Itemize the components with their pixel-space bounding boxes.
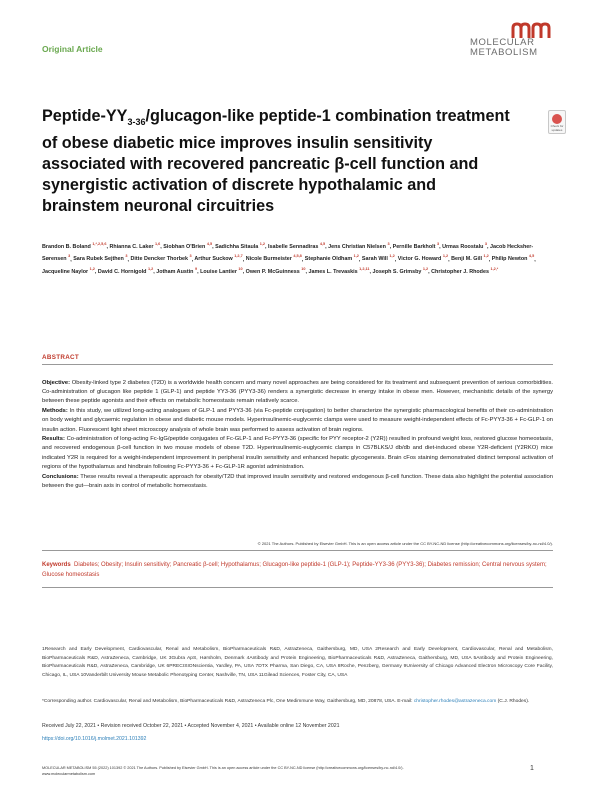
author-affiliation-marker: 1,*,2,5,6 xyxy=(92,242,107,246)
footer-website: www.molecularmetabolism.com xyxy=(42,771,96,776)
author-name: Sadichha Sitaula $^{1,2}$ xyxy=(215,242,266,250)
author-name: Siobhan O'Brien $^{4,5}$ xyxy=(163,242,213,250)
page-number: 1 xyxy=(530,765,534,772)
abstract-methods: Methods: In this study, we utilized long-acting analogues of GLP-1 and PYY3-36 (via Fc-peptide conjugation) to better characterize the synergistic pharmacological benefits of their co-administration on body weight and glycaemic regulation in obese and diabetic mouse models. Hyperinsulinemic-euglycemic clamps were used to measure weight-independent effects of Fc-PYY3-36 + Fc-GLP-1 on insulin action. Fluorescent light sheet microscopy analysis of whole brain was performed to assess activation of brain regions. xyxy=(42,408,553,433)
author-name: Ditte Dencker Thorbek $^3$ xyxy=(130,254,192,263)
author-affiliation-marker: 1,6 xyxy=(155,242,161,246)
author-affiliation-marker: 10 xyxy=(238,267,243,271)
author-affiliation-marker: 9 xyxy=(194,267,198,271)
author-affiliation-marker: 1,2 xyxy=(259,242,266,246)
author-name: David C. Hornigold $^{1,2}$ xyxy=(97,267,154,275)
author-name: Nicole Burmeister $^{4,5,8}$ xyxy=(245,254,302,263)
article-title: Peptide-$YY_{3-36}/glucagon$-like peptide-1 combination treatment of obese diabetic mice improves insulin sensitivity associated with recovered pancreatic β-cell function and synergistic activation of discrete hypothalamic and brainstem neuronal circuitries xyxy=(42,107,510,216)
article-type-label: Original Article xyxy=(42,44,103,54)
author-affiliation-marker: 3 xyxy=(484,242,488,246)
check-updates-label: Check for updates xyxy=(550,124,564,132)
keywords: Keywords Diabetes; Obesity; Insulin sensitivity; Pancreatic β-cell; Hypothalamus; Glucagon-like peptide-1 (GLP-1); Peptide-YY3-36 (PYY3-36); Diabetes remission; Central nervous system; Glucose homeostasis xyxy=(42,562,547,578)
author-name: Sara Rubek Sejthen $^3$ xyxy=(73,254,128,263)
footer-citation: MOLECULAR METABOLISM 55 (2022) 101392 © 2021 The Authors. Published by Elsevier GmbH. This is an open access article under the CC BY-NC-ND license (http://creativecommons.org/licenses/by-nc-nd/4.0/). xyxy=(42,766,404,770)
author-affiliation-marker: 1,2 xyxy=(483,254,489,259)
divider xyxy=(42,550,553,551)
page-footer xyxy=(42,766,512,777)
author-affiliation-marker: 3 xyxy=(68,254,71,259)
doi-link[interactable]: https://doi.org/10.1016/j.molmet.2021.101392 xyxy=(42,736,147,742)
author-name: Jotham Austin $^9$ xyxy=(156,267,198,275)
journal-name-line1: MOLECULAR xyxy=(470,37,535,48)
author-name: Christopher J. Rhodes $^{1,2,*}$ xyxy=(431,267,499,275)
divider xyxy=(42,364,553,365)
author-name: Joseph S. Grimsby $^{1,2}$ xyxy=(372,267,429,275)
corresponding-author: *Corresponding author. Cardiovascular, Renal and Metabolism, BioPharmaceuticals R&D, AstraZeneca Plc, One Medimmune Way, Gaithersburg, MD, 20878, USA. E-mail: christopher.rhodes@astrazeneca.com (C.J. Rhodes). xyxy=(42,699,530,704)
author-affiliation-marker: 1,2 xyxy=(89,267,95,271)
author-name: Sarah Will $^{1,2}$ xyxy=(361,254,395,263)
author-name: Jacob Hecksher-Sørensen $^3$ xyxy=(42,243,534,263)
author-affiliation-marker: 1,2,11 xyxy=(359,267,370,271)
author-name: Pernille Barkholt $^3$ xyxy=(392,242,440,250)
author-list: Brandon B. Boland $^{1,*,2,5,6}$, Rhianna C. Laker $^{1,6}$, Siobhan O'Brien $^{4,5}$, Sadichha Sitaula $^{1,2}$, Isabelle Sennadiras $^{4,5}$, Jens Christian Nielsen $^3$, Pernille Barkholt $^3$, Urmas Roostalu $^3$, Jacob Hecksher-Sørensen $^3$, Sara Rubek Sejthen $^3$, Ditte Dencker Thorbek $^3$, Arthur Suckow $^{1,2,7}$, Nicole Burmeister $^{4,5,8}$, Stephanie Oldham $^{1,2}$, Sarah Will $^{1,2}$, Victor G. Howard $^{1,2}$, Benji M. Gill $^{1,2}$, Philip Newton $^{4,5}$, Jacqueline Naylor $^{1,2}$, David C. Hornigold $^{1,2}$, Jotham Austin $^9$, Louise Lantier $^{10}$, Owen P. McGuinness $^{10}$, James L. Trevaskis $^{1,2,11}$, Joseph S. Grimsby $^{1,2}$, Christopher J. Rhodes $^{1,2,*}$ xyxy=(42,242,536,275)
abstract-objective: Objective: Obesity-linked type 2 diabetes (T2D) is a worldwide health concern and many novel approaches are being considered for its treatment and subsequent prevention of serious comorbidities. Co-administration of glucagon like peptide 1 (GLP-1) and peptide YY3-36 (PYY3-36) renders a synergistic decrease in energy intake in obese men. However, mechanistic details of the synergy between these peptide agonists and their effects on metabolic homeostasis remain relatively scarce. xyxy=(42,380,553,405)
author-name: Rhianna C. Laker $^{1,6}$ xyxy=(109,242,161,250)
author-affiliation-marker: 1,2 xyxy=(422,267,429,271)
author-affiliation-marker: 1,2 xyxy=(147,267,154,271)
author-affiliation-marker: 3 xyxy=(387,242,390,246)
license-notice: © 2021 The Authors. Published by Elsevier GmbH. This is an open access article under the CC BY-NC-ND license (http://creativecommons.org/licenses/by-nc-nd/4.0/). xyxy=(257,541,553,546)
journal-name-line2: METABOLISM xyxy=(470,47,538,58)
author-affiliation-marker: 4,5 xyxy=(206,242,213,246)
author-name: Jens Christian Nielsen $^3$ xyxy=(328,242,390,250)
author-name: Philip Newton $^{4,5}$ xyxy=(491,254,535,263)
author-affiliation-marker: 3 xyxy=(436,242,440,246)
email-link[interactable]: christopher.rhodes@astrazeneca.com xyxy=(413,699,497,704)
author-name: Louise Lantier $^{10}$ xyxy=(200,267,243,275)
author-name: Owen P. McGuinness $^{10}$ xyxy=(245,267,306,275)
author-name: James L. Trevaskis $^{1,2,11}$ xyxy=(308,267,370,275)
author-name: Urmas Roostalu $^3$ xyxy=(442,242,488,250)
article-dates: Received July 22, 2021 • Revision received October 22, 2021 • Accepted November 4, 2021 • Available online 12 November 2021 xyxy=(42,723,340,729)
abstract-body xyxy=(42,379,553,491)
author-affiliation-marker: 1,2 xyxy=(389,254,395,259)
journal-logo-icon xyxy=(511,22,555,38)
abstract-heading: ABSTRACT xyxy=(42,354,80,361)
author-affiliation-marker: 3 xyxy=(125,254,128,259)
author-affiliation-marker: 1,2,* xyxy=(490,267,499,271)
author-affiliation-marker: 10 xyxy=(301,267,306,271)
author-affiliation-marker: 4,5 xyxy=(528,254,535,259)
author-affiliation-marker: 3 xyxy=(189,254,192,259)
author-affiliation-marker: 4,5 xyxy=(319,242,326,246)
author-affiliation-marker: 1,2 xyxy=(353,254,359,259)
abstract-conclusions: Conclusions: These results reveal a therapeutic approach for obesity/T2D that improved insulin sensitivity and restored endogenous β-cell function. These data also highlight the potential association between the gut—brain axis in control of metabolic homeostasis. xyxy=(42,473,553,489)
abstract-results: Results: Co-administration of long-acting Fc-IgG/peptide conjugates of Fc-GLP-1 and Fc-PYY3-36 (specific for PYY receptor-2 (Y2R)) resulted in profound weight loss, restored glucose homeostasis, and recovered endogenous β-cell function in two mouse models of obese T2D. Hyperinsulinemic-euglycemic clamps in C57BLKS/J db/db and diet-induced obese Y2R-deficient (Y2RKO) mice indicated Y2R is required for a weight-independent improvement in peripheral insulin sensitivity and enhanced hepatic glycogenesis. Brain cFos staining demonstrated distinct temporal activation of regions of the hypothalamus and hindbrain following Fc-PYY3-36 + Fc-GLP-1R agonist administration. xyxy=(42,436,553,470)
author-name: Victor G. Howard $^{1,2}$ xyxy=(397,254,449,263)
author-name: Jacqueline Naylor $^{1,2}$ xyxy=(42,267,95,275)
divider xyxy=(42,587,553,588)
author-name: Stephanie Oldham $^{1,2}$ xyxy=(304,254,359,263)
affiliations: 1Research and Early Development, Cardiovascular, Renal and Metabolism, BioPharmaceuticals R&D, AstraZeneca, Gaithersburg, MD, USA 2Research and Early Development, Cardiovascular, Renal and Metabolism, BioPharmaceuticals R&D, AstraZeneca, Cambridge, UK 3Gubra ApS, Hørsholm, Denmark 4Antibody and Protein Engineering, BioPharmaceuticals R&D, AstraZeneca, Gaithersburg, MD, USA 5Antibody and Protein Engineering, BioPharmaceuticals R&D, AstraZeneca, Cambridge, UK 6PRECISIONscientia, Yardley, PA, USA 7DTX Pharma, San Diego, CA, USA 8Roche, Penzberg, Germany 9University of Chicago Advanced Electron Microscopy Core Facility, Chicago, IL, USA 10Vanderbilt University Mouse Metabolic Phenotyping Center, Nashville, TN, USA 11Gilead Sciences, Foster City, CA, USA xyxy=(42,647,553,678)
author-affiliation-marker: 1,2 xyxy=(442,254,449,259)
check-for-updates-badge[interactable] xyxy=(548,110,566,134)
author-name: Arthur Suckow $^{1,2,7}$ xyxy=(194,254,243,263)
author-name: Benji M. Gill $^{1,2}$ xyxy=(451,254,489,263)
check-updates-icon xyxy=(552,114,562,124)
author-name: Brandon B. Boland $^{1,*,2,5,6}$ xyxy=(42,242,107,250)
journal-logo xyxy=(470,22,570,58)
author-affiliation-marker: 1,2,7 xyxy=(234,254,243,259)
author-name: Isabelle Sennadiras $^{4,5}$ xyxy=(268,242,326,250)
author-affiliation-marker: 4,5,8 xyxy=(293,254,302,259)
